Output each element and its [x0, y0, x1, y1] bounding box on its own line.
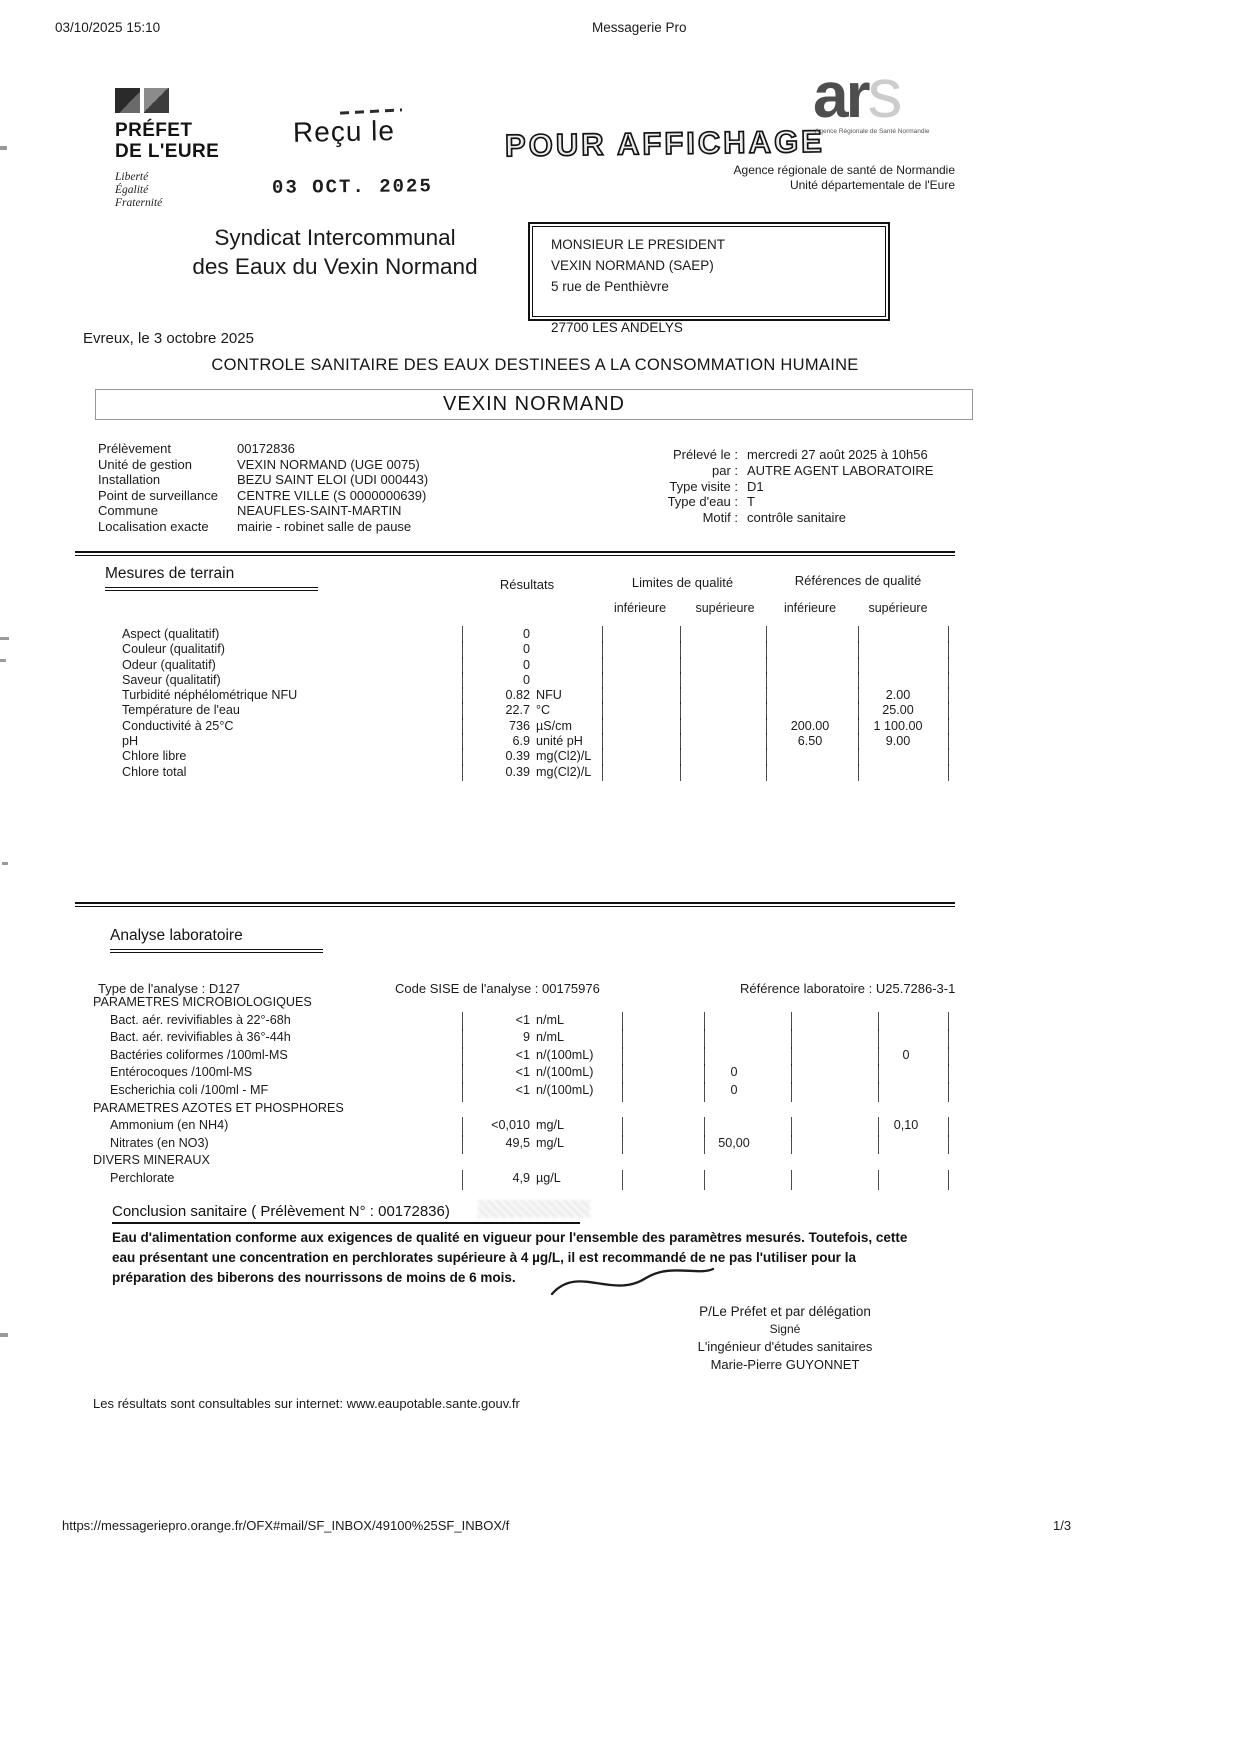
scan-artifact — [0, 659, 6, 662]
conclusion-line: Eau d'alimentation conforme aux exigences de qualité en vigueur pour l'ensemble des paramètres mesurés. Toutefois, cette — [112, 1230, 908, 1245]
param-row — [88, 1171, 950, 1189]
column-header-limits: Limites de qualité — [631, 575, 734, 590]
column-divider — [948, 1135, 949, 1155]
subheader-limit-inf: inférieure — [613, 601, 667, 615]
param-row — [88, 719, 950, 734]
cell: 200.00 — [790, 718, 830, 733]
info-row: Installation BEZU SAINT ELOI (UDI 000443) — [98, 472, 429, 488]
field-measurements-title: Mesures de terrain — [105, 565, 318, 591]
sample-info-left — [98, 441, 428, 535]
ars-logo-ar: ar — [813, 59, 868, 131]
cell: DIVERS MINERAUX — [93, 1153, 210, 1168]
prefet-title — [115, 120, 219, 162]
sender-line2: des Eaux du Vexin Normand — [192, 254, 478, 279]
print-footer-url: https://messageriepro.orange.fr/OFX#mail/SF_INBOX/49100%25SF_INBOX/f — [62, 1518, 510, 1533]
info-row: Commune NEAUFLES-SAINT-MARTIN — [98, 503, 402, 519]
signature-delegation: P/Le Préfet et par délégation — [699, 1304, 871, 1319]
marianne-flag-icon — [115, 88, 219, 113]
param-row — [88, 1030, 950, 1048]
cell: Turbidité néphélométrique NFU — [122, 688, 298, 703]
param-group-row — [88, 1153, 950, 1171]
ars-address — [640, 163, 955, 192]
info-row: Type visite : D1 — [669, 478, 764, 494]
conclusion-text — [112, 1228, 907, 1288]
cell: mg/L — [536, 1118, 564, 1133]
param-row — [88, 1118, 950, 1136]
recipient-address-inner — [532, 226, 886, 335]
cell: Bactéries coliformes /100ml-MS — [110, 1047, 288, 1062]
ars-address-line1: Agence régionale de santé de Normandie — [733, 163, 955, 177]
column-divider — [766, 764, 767, 781]
param-row — [88, 703, 950, 718]
motto-liberte: Liberté — [115, 171, 149, 183]
cell: n/mL — [536, 1030, 564, 1045]
column-divider — [858, 764, 859, 781]
cell: Escherichia coli /100ml - MF — [110, 1082, 269, 1097]
cell: unité pH — [536, 734, 583, 749]
info-row: Localisation exacte mairie - robinet salle de pause — [98, 518, 412, 534]
cell: 50,00 — [718, 1135, 750, 1150]
cell: Aspect (qualitatif) — [122, 627, 220, 641]
column-header-results: Résultats — [499, 577, 555, 592]
column-divider — [791, 1170, 792, 1190]
param-row — [88, 673, 950, 688]
cell: 9.00 — [885, 734, 911, 749]
cell: Conductivité à 25°C — [122, 718, 234, 733]
conclusion-line: eau présentant une concentration en perchlorates supérieure à 4 µg/L, il est recommandé de ne pas l'utiliser pour la — [112, 1250, 856, 1265]
recipient-line: MONSIEUR LE PRESIDENT — [551, 237, 726, 252]
cell: 49,5 — [505, 1135, 530, 1150]
cell: 0 — [902, 1047, 910, 1062]
analysis-lab-reference: Référence laboratoire : U25.7286-3-1 — [740, 981, 956, 996]
column-divider — [704, 1170, 705, 1190]
column-divider — [878, 1170, 879, 1190]
param-row — [88, 734, 950, 749]
param-group-row — [88, 1101, 950, 1119]
param-row — [88, 1048, 950, 1066]
republic-motto — [115, 171, 219, 210]
cell: Température de l'eau — [122, 703, 240, 718]
param-row — [88, 1136, 950, 1154]
cell: 25.00 — [882, 703, 914, 718]
cell: 9 — [522, 1030, 530, 1045]
subheader-ref-inf: inférieure — [783, 601, 837, 615]
column-divider — [948, 1170, 949, 1190]
cell: mg(Cl2)/L — [536, 764, 592, 779]
cell: 0 — [522, 672, 530, 687]
param-row — [88, 688, 950, 703]
letter-dateline: Evreux, le 3 octobre 2025 — [83, 330, 254, 347]
ars-logo-s: s — [867, 54, 901, 132]
stamp-scribble — [340, 108, 402, 114]
param-group-row — [88, 995, 950, 1013]
recipient-city: 27700 LES ANDELYS — [551, 320, 683, 335]
cell: Bact. aér. revivifiables à 22°-68h — [110, 1012, 291, 1027]
print-footer-page-number: 1/3 — [1053, 1518, 1072, 1533]
column-divider — [948, 1082, 949, 1102]
cell: Entérocoques /100ml-MS — [110, 1065, 253, 1080]
sender-line1: Syndicat Intercommunal — [214, 225, 456, 250]
signature-signe: Signé — [769, 1321, 801, 1336]
info-row: Type d'eau : T — [667, 494, 755, 510]
cell: 0 — [730, 1065, 738, 1080]
received-stamp-label: Reçu le — [292, 115, 396, 148]
cell: n/mL — [536, 1012, 564, 1027]
scan-artifact — [0, 1333, 8, 1337]
cell: Ammonium (en NH4) — [110, 1118, 229, 1133]
column-header-references: Références de qualité — [794, 573, 922, 588]
cell: 0 — [522, 627, 530, 641]
ars-logo-small-text: Agence Régionale de Santé Normandie — [815, 128, 930, 135]
affichage-stamp: POUR AFFICHAGE — [504, 123, 826, 164]
scan-artifact — [2, 862, 8, 865]
cell: PARAMETRES AZOTES ET PHOSPHORES — [93, 1100, 344, 1115]
cell: µS/cm — [536, 718, 572, 733]
cell: Bact. aér. revivifiables à 36°-44h — [110, 1030, 291, 1045]
param-row — [88, 642, 950, 657]
cell: <1 — [515, 1082, 530, 1097]
conclusion-title: Conclusion sanitaire ( Prélèvement N° : 00172836) — [112, 1203, 580, 1224]
info-row: par : AUTRE AGENT LABORATOIRE — [711, 462, 934, 478]
column-divider — [791, 1135, 792, 1155]
cell: Perchlorate — [110, 1170, 175, 1185]
prefet-line1: PRÉFET — [115, 120, 193, 141]
cell: PARAMETRES MICROBIOLOGIQUES — [93, 995, 312, 1009]
ars-address-line2: Unité départementale de l'Eure — [789, 177, 955, 192]
cell: <1 — [515, 1065, 530, 1080]
received-stamp-date: 03 OCT. 2025 — [271, 175, 433, 199]
section-divider — [75, 551, 955, 556]
param-row — [88, 749, 950, 764]
cell: 22.7 — [505, 703, 530, 718]
cell: 2.00 — [885, 688, 911, 703]
signature-role: L'ingénieur d'études sanitaires — [697, 1339, 873, 1354]
scan-artifact — [0, 637, 9, 640]
recipient-line: 5 rue de Penthièvre — [551, 279, 669, 294]
cell: 4,9 — [512, 1170, 530, 1185]
info-row: Point de surveillance CENTRE VILLE (S 0000000639) — [98, 487, 427, 503]
lab-analysis-title: Analyse laboratoire — [110, 927, 323, 953]
motto-egalite: Égalité — [115, 184, 149, 196]
sender-name — [150, 223, 520, 281]
column-divider — [878, 1082, 879, 1102]
cell: <1 — [515, 1012, 530, 1027]
cell: 736 — [508, 718, 530, 733]
param-row — [88, 765, 950, 780]
column-divider — [680, 764, 681, 781]
analysis-type: Type de l'analyse : D127 — [98, 981, 240, 996]
cell: 6.50 — [797, 734, 823, 749]
prefet-line2: DE L'EURE — [115, 141, 220, 162]
column-divider — [622, 1082, 623, 1102]
cell: Chlore libre — [122, 749, 187, 764]
cell: n/(100mL) — [536, 1082, 594, 1097]
column-divider — [878, 1135, 879, 1155]
cell: Nitrates (en NO3) — [110, 1135, 209, 1150]
cell: <0,010 — [491, 1118, 530, 1133]
subheader-ref-sup: supérieure — [868, 601, 928, 615]
info-row: Motif : contrôle sanitaire — [702, 510, 846, 526]
network-banner: VEXIN NORMAND — [95, 389, 973, 420]
cell: 0 — [730, 1082, 738, 1097]
cell: NFU — [536, 688, 562, 703]
param-row — [88, 1065, 950, 1083]
cell: 0 — [522, 642, 530, 657]
section-divider — [75, 902, 955, 907]
cell: mg(Cl2)/L — [536, 749, 592, 764]
field-measurements-table — [88, 627, 950, 780]
cell: mg/L — [536, 1135, 564, 1150]
analysis-sise-code: Code SISE de l'analyse : 00175976 — [395, 981, 600, 996]
cell: Couleur (qualitatif) — [122, 642, 225, 657]
column-divider — [602, 764, 603, 781]
motto-fraternite: Fraternité — [115, 197, 163, 209]
print-header-datetime: 03/10/2025 15:10 — [55, 20, 161, 35]
cell: n/(100mL) — [536, 1047, 594, 1062]
cell: <1 — [515, 1047, 530, 1062]
recipient-address-box — [528, 222, 890, 335]
results-website-note: Les résultats sont consultables sur internet: www.eaupotable.sante.gouv.fr — [93, 1396, 520, 1411]
document-title: CONTROLE SANITAIRE DES EAUX DESTINEES A LA CONSOMMATION HUMAINE — [211, 356, 859, 374]
recipient-line: VEXIN NORMAND (SAEP) — [551, 258, 714, 273]
cell: 0,10 — [893, 1118, 919, 1133]
lab-analysis-table — [88, 995, 950, 1189]
sample-info-right — [562, 447, 933, 526]
cell: 6.9 — [512, 734, 530, 749]
cell: 0.82 — [505, 688, 530, 703]
cell: Odeur (qualitatif) — [122, 657, 216, 672]
cell: 1 100.00 — [873, 718, 923, 733]
scan-artifact — [0, 146, 7, 150]
cell: 0 — [522, 657, 530, 672]
column-divider — [622, 1170, 623, 1190]
param-row — [88, 627, 950, 642]
column-divider — [791, 1082, 792, 1102]
param-row — [88, 1083, 950, 1101]
signature-block — [640, 1303, 930, 1373]
info-row: Unité de gestion VEXIN NORMAND (UGE 0075) — [98, 456, 420, 472]
param-row — [88, 1013, 950, 1031]
signature-name: Marie-Pierre GUYONNET — [710, 1356, 860, 1372]
subheader-limit-sup: supérieure — [695, 601, 755, 615]
cell: µg/L — [536, 1170, 561, 1185]
cell: 0.39 — [505, 749, 530, 764]
param-row — [88, 658, 950, 673]
cell: Chlore total — [122, 764, 187, 779]
cell: pH — [122, 734, 139, 749]
info-row: Prélevé le : mercredi 27 août 2025 à 10h56 — [672, 447, 928, 462]
cell: Saveur (qualitatif) — [122, 672, 221, 687]
print-header-app-title: Messagerie Pro — [592, 20, 687, 35]
column-divider — [948, 764, 949, 781]
cell: °C — [536, 703, 551, 718]
info-row: Prélèvement 00172836 — [98, 441, 295, 456]
conclusion-line: préparation des biberons des nourrissons de moins de 6 mois. — [112, 1270, 516, 1285]
prefet-logo — [115, 88, 219, 210]
cell: 0.39 — [505, 764, 530, 779]
column-divider — [622, 1135, 623, 1155]
cell: n/(100mL) — [536, 1065, 594, 1080]
